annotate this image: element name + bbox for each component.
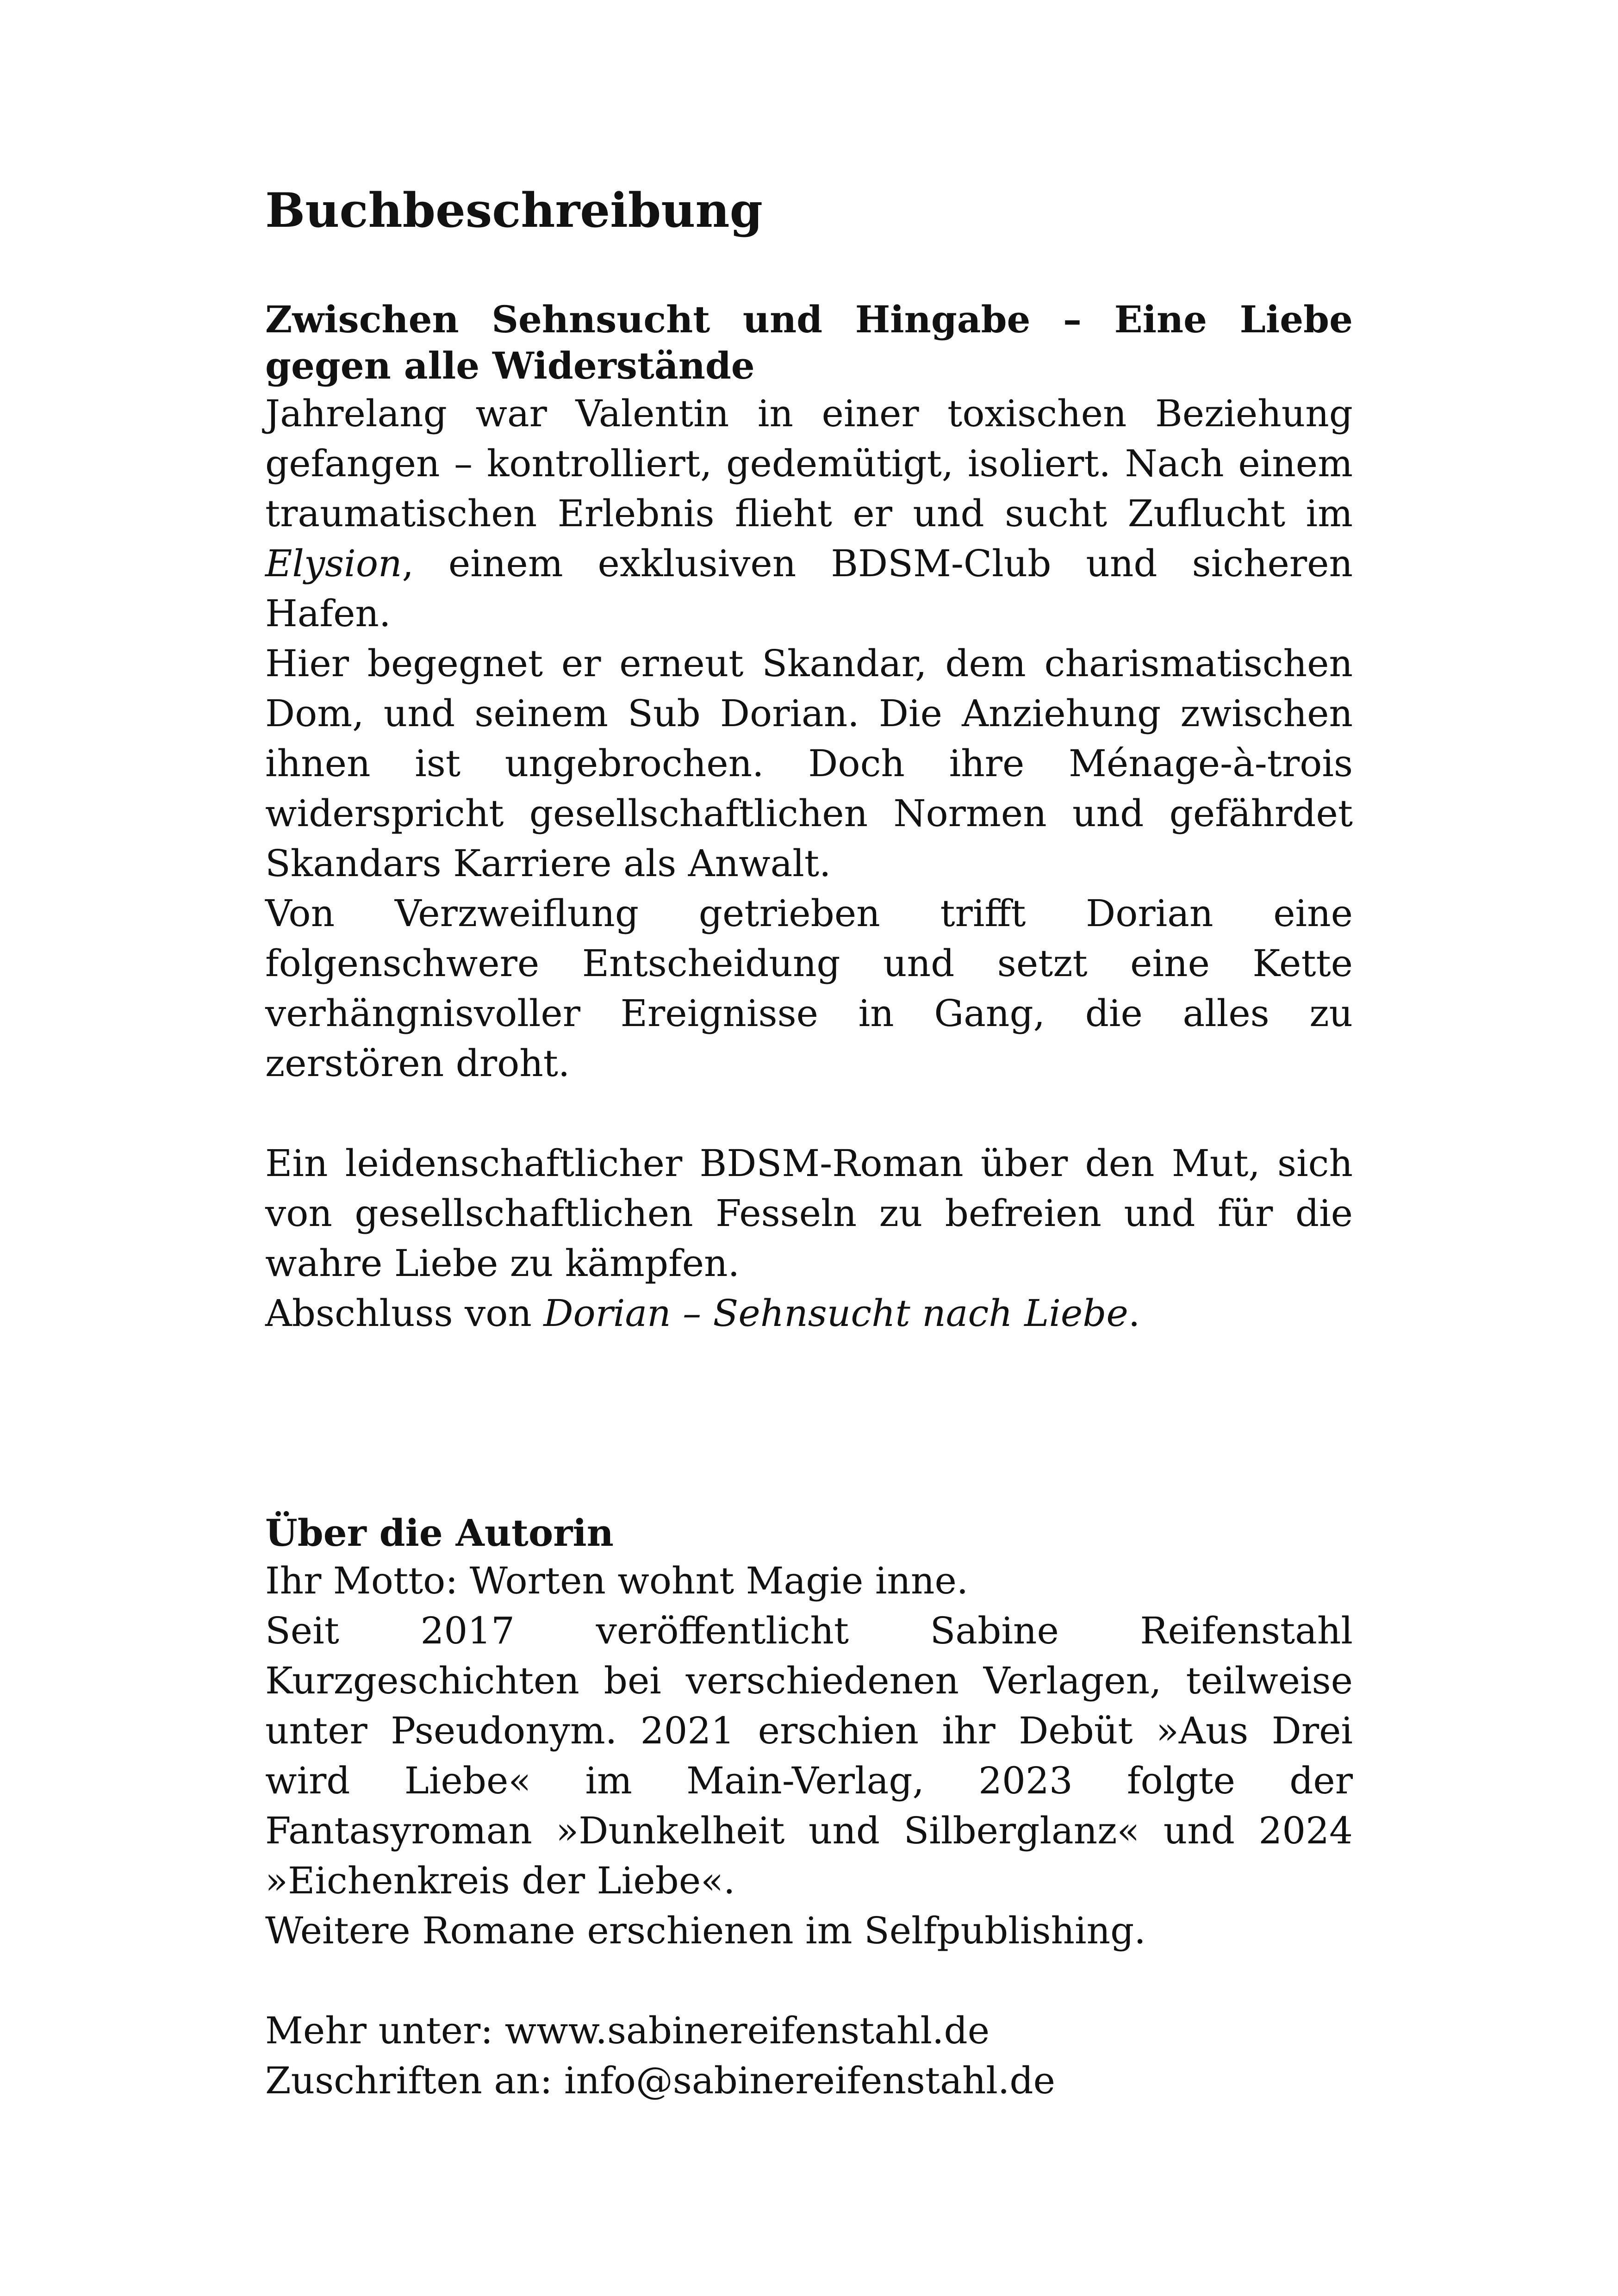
contact-block bbox=[265, 2006, 1353, 2106]
author-heading: Über die Autorin bbox=[265, 1511, 614, 1555]
series-title: Dorian – Sehnsucht nach Liebe bbox=[543, 1292, 1128, 1335]
author-bio: Seit 2017 veröffentlicht Sabine Reifenstahl Kurzgeschichten bei verschiedenen Verlagen, teilweise unter Pseudonym. 2021 erschien ihr Debüt »Aus Drei wird Liebe« im Main-Verlag, 2023 folgte der Fantasyroman »Dunkelheit und Silberglanz« und 2024 »Eichenkreis der Liebe«. bbox=[265, 1609, 1353, 1902]
description-text-intro: Jahrelang war Valentin in einer toxischen Beziehung gefangen – kontrolliert, gedemütigt, isoliert. Nach einem traumatischen Erlebnis flieht er und sucht Zuflucht im bbox=[265, 392, 1353, 535]
description-paragraph-3: Von Verzweiflung getrieben trifft Dorian eine folgenschwere Entscheidung und setzt eine Kette verhängnisvoller Ereignisse in Gang, die alles zu zerstören droht. bbox=[265, 892, 1353, 1085]
author-website: Mehr unter: www.sabinereifenstahl.de bbox=[265, 2009, 990, 2052]
conclusion-suffix: . bbox=[1128, 1292, 1140, 1335]
book-description-heading: Buchbeschreibung bbox=[265, 183, 763, 238]
description-paragraph-2: Hier begegnet er erneut Skandar, dem charismatischen Dom, und seinem Sub Dorian. Die Anziehung zwischen ihnen ist ungebrochen. Doch ihre Ménage-à-trois widerspricht gesellschaftlichen Normen und gefährdet Skandars Karriere als Anwalt. bbox=[265, 642, 1353, 885]
tagline-paragraph: Ein leidenschaftlicher BDSM-Roman über den Mut, sich von gesellschaftlichen Fesseln zu befreien und für die wahre Liebe zu kämpfen. bbox=[265, 1142, 1353, 1285]
book-tagline-heading: Zwischen Sehnsucht und Hingabe – Eine Liebe gegen alle Widerstände bbox=[265, 298, 1353, 387]
description-paragraph-1 bbox=[265, 389, 1353, 639]
tagline-block bbox=[265, 1139, 1353, 1338]
description-text-club: , einem exklusiven BDSM-Club und sicheren Hafen. bbox=[265, 542, 1353, 635]
book-back-matter-page bbox=[265, 180, 1353, 2106]
author-email: Zuschriften an: info@sabinereifenstahl.de bbox=[265, 2059, 1055, 2102]
club-name: Elysion bbox=[265, 542, 402, 585]
author-motto: Ihr Motto: Worten wohnt Magie inne. bbox=[265, 1559, 969, 1602]
conclusion-prefix: Abschluss von bbox=[265, 1292, 544, 1335]
series-conclusion-line bbox=[265, 1288, 1353, 1338]
author-selfpublishing-note: Weitere Romane erschienen im Selfpublishing. bbox=[265, 1909, 1146, 1952]
